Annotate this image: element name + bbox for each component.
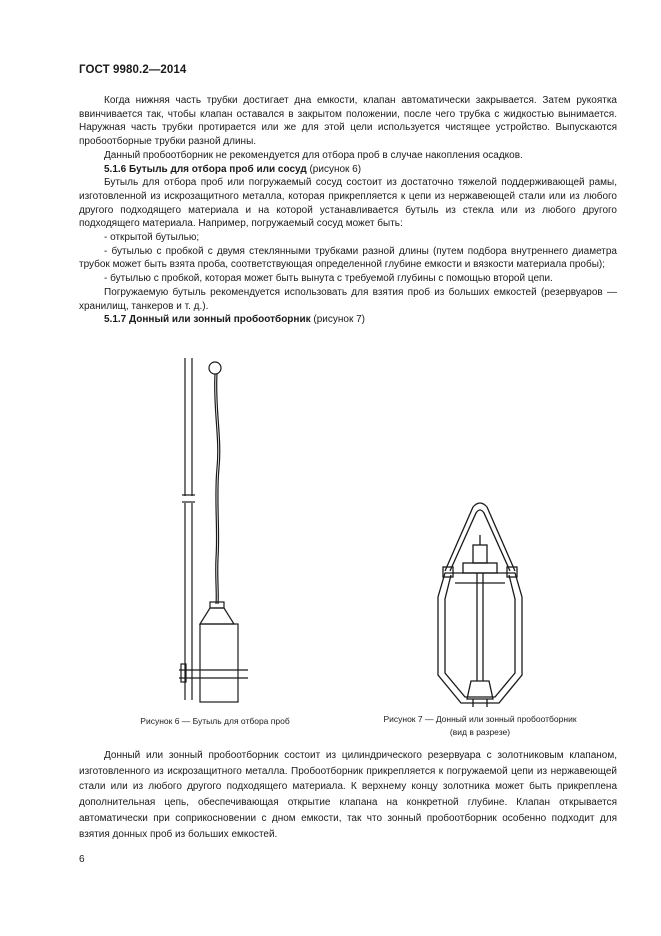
bottom-text-block [79,748,617,842]
list-item: - бутылью с пробкой с двумя стеклянными трубками разной длины (путем подбора внутреннего диаметра трубок может быть взята проба, соответствующая определенной глубине емкости и вязкости материала пробы); [79,245,617,271]
sampler-body-outer [438,573,522,703]
paragraph: Донный или зонный пробоотборник состоит из цилиндрического резервуара с золотниковым клапаном, изготовленного из искрозащитного металла. Пробоотборник прикрепляется к погружаемой цепи из нержавеющей стали или из любого другого подходящего материала. К верхнему концу золотника может быть прикреплена дополнительная цепь, обеспечивающая открытие клапана на конкретной глубине. Клапан открывается автоматически при соприкосновении с дном емкости, так что зонный пробоотборник особенно подходит для взятия донных проб из больших емкостей. [79,750,617,840]
bottle-shoulder [200,608,234,624]
chain-ring [209,362,221,374]
top-collar [463,563,497,573]
bottle-stopper [210,602,224,608]
figure-7-sampler-drawing [433,495,533,715]
page-number: 6 [79,854,85,865]
sampler-body-inner [445,575,515,697]
list-item: - бутылью с пробкой, которая может быть вынута с требуемой глубины с помощью второй цепи. [104,273,553,285]
figure-7-caption-note: (вид в разрезе) [449,726,511,737]
section-heading-ref: (рисунок 7) [310,314,365,326]
bottom-valve [467,681,493,699]
section-heading [79,163,617,177]
figure-6-bottle-drawing [170,348,290,708]
figure-7-caption-title: Рисунок 7 — Донный или зонный пробоотборник [383,714,577,724]
paragraph: Бутыль для отбора проб или погружаемый сосуд состоит из достаточно тяжелой поддерживающей рамы, изготовленной из искрозащитного металла, которая прикрепляется к цепи из нержавеющей стали или из любого другого подходящего материала и на которой устанавливается бутыль из стекла или из любого другого подходящего материала. Например, погружаемый сосуд может быть: [79,177,617,230]
section-heading-title: 5.1.7 Донный или зонный пробоотборник [104,314,311,326]
document-header: ГОСТ 9980.2—2014 [79,64,187,76]
bottle-body [200,624,238,702]
section-heading [79,313,617,327]
section-heading-ref: (рисунок 6) [306,163,362,175]
figure-7-caption [355,713,605,738]
top-text-block [79,94,617,327]
list-item: - открытой бутылью; [104,232,200,244]
figure-6-caption: Рисунок 6 — Бутыль для отбора проб [140,716,290,726]
chain-cord-outline [217,374,220,604]
paragraph: Когда нижняя часть трубки достигает дна емкости, клапан автоматически закрывается. Затем рукоятка ввинчивается так, чтобы клапан оставался в закрытом положении, после чего трубка с жидкостью вынимается. Наружная часть трубки протирается или же для этой цели используется чистящее устройство. Выпускаются пробоотборные трубки разной длины. [79,95,617,148]
section-heading-title: 5.1.6 Бутыль для отбора проб или сосуд [104,163,307,175]
paragraph: Данный пробоотборник не рекомендуется для отбора проб в случае накопления осадков. [104,149,523,161]
paragraph: Погружаемую бутыль рекомендуется использовать для взятия проб из больших емкостей (резервуаров — хранилищ, танкеров и т. д.). [79,286,617,312]
valve-head [473,545,487,563]
